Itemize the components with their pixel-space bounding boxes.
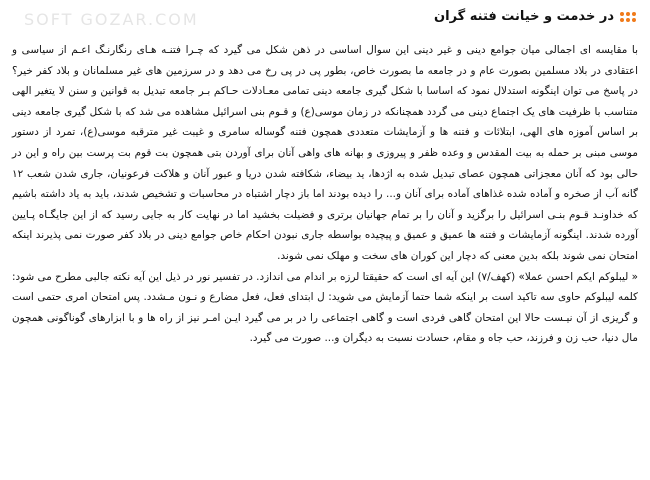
paragraph-1: با مقایسه ای اجمالی میان جوامع دینی و غیر دینی این سوال اساسی در ذهن شکل می گیرد که چـرا فتنـه هـای رنگارنـگ اعـم از سیاسی و اعتقادی در بلاد مسلمین بصورت عام و در جامعه ما بصورت خاص، بطور پی در پی رخ می دهد و در سرزمین های غیر مسلمانان و بلاد کفر خیر؟ در پاسخ می توان اینگونه استدلال نمود که اساسا با شکل گیری جامعه دینی تمامی معـادلات حـاکم بـر جامعه تبدیل به قوانین و سنن لا یتغیر الهی متناسب با ظرفیت های یک اجتماع دینی می گردد همچنانکه در زمان موسی(ع) و قـوم بنی اسرائیل مشاهده می شد که با شکل گیری جامعه دینی بر اساس آموزه های الهی، ابتلائات و فتنه ها و آزمایشات متعددی همچون فتنه گوساله سامری و غیبت غیر مترقبه موسی(ع)، تمرد از دستور موسی مبنی بر حمله به بیت المقدس و وعده ظفر و پیروزی و بهانه های واهی آنان برای آوردن بتی همچون بت قوم بت پرست بین راه و این در حالی بود که آنان معجزاتی همچون عصای تبدیل شده به اژدها، ید بیضاء، شکافته شدن دریا و عبور آنان و هلاکت فرعونیان، جاری شدن شعب ۱۲ گانه آب از صخره و آماده شده غذاهای آماده برای آنان و... را دیده بودند اما باز دچار اشتباه در محاسبات و تشخیص شدند، باید به یاد داشته باشیم که خداونـد قـوم بنـی اسرائیل را برگزید و آنان را بر تمام جهانیان برتری و فضیلت بخشید اما در نهایت کار به جایی رسید که از این جایگـاه پـایین آورده شدند. اینگونه آزمایشات و فتنه ها عمیق و عمیق و پیچیده بواسطه جاری نبودن احکام خاص جوامع دینی در بلاد کفر صورت نمی پذیرند اینکه امتحان نمی شوند بلکه بدین معنی که دچار این کوران های سخت و مهلک نمی شوند. (12, 44, 638, 262)
article-body (12, 40, 638, 349)
section-header (434, 9, 636, 24)
bullet-dots-icon (620, 12, 636, 22)
section-title: در خدمت و خیانت فتنه گران (434, 9, 614, 24)
paragraph-2: « لیبلوکم ایکم احسن عملا» (کهف/۷) این آیه ای است که حقیقتا لرزه بر اندام می اندازد. در تفسیر نور در ذیل این آیه نکته جالبی مطرح می شود: کلمه لیبلوکم حاوی سه تاکید است بر اینکه شما حتما آزمایش می شوید: ل ابتدای فعل، فعل مضارع و نـون مـشدد. پس امتحان امری حتمی است و گریزی از آن نیـست حالا این امتحان گاهی فردی است و گاهی اجتماعی را در بر می گیرد ایـن امـر نیز از راه ها و با ابزارهای گوناگونی همچون مال دنیا، حب زن و فرزند، حب جاه و مقام، حسادت نسبت به دیگران و... صورت می گیرد. (12, 270, 638, 345)
watermark-text: SOFT GOZAR.COM (24, 10, 199, 29)
